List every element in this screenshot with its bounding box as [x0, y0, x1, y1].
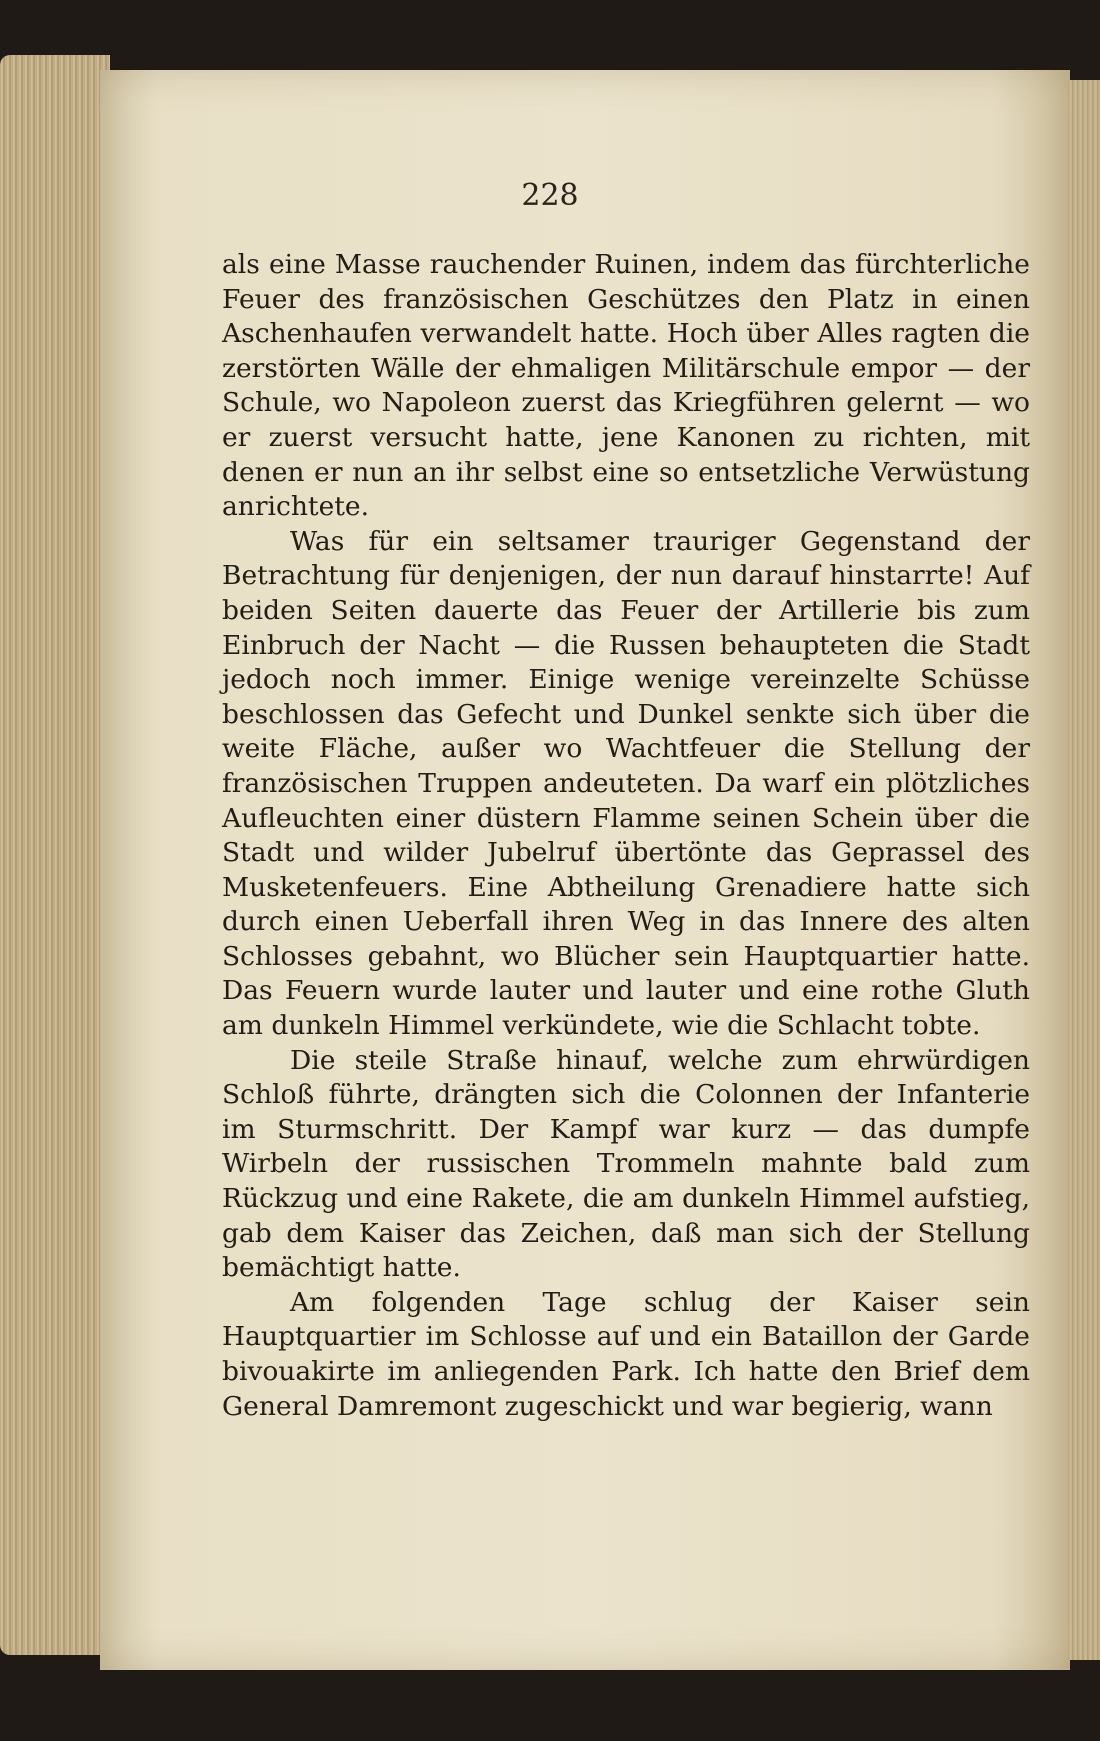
paragraph-4: Am folgenden Tage schlug der Kaiser sein Hauptquartier im Schlosse auf und ein Bataillon der Garde bivouakirte im anliegenden Park. Ich hatte den Brief dem General Damremont zugeschickt und war begierig, wann: [222, 1286, 1030, 1422]
paragraph-2: Was für ein seltsamer trauriger Gegenstand der Betrachtung für denjenigen, der nun darauf hinstarrte! Auf beiden Seiten dauerte das Feuer der Artillerie bis zum Einbruch der Nacht — die Russen behaupteten die Stadt jedoch noch immer. Einige wenige vereinzelte Schüsse beschlossen das Gefecht und Dunkel senkte sich über die weite Fläche, außer wo Wachtfeuer die Stellung der französischen Truppen andeuteten. Da warf ein plötzliches Aufleuchten einer düstern Flamme seinen Schein über die Stadt und wilder Jubelruf übertönte das Geprassel des Musketenfeuers. Eine Abtheilung Grenadiere hatte sich durch einen Ueberfall ihren Weg in das Innere des alten Schlosses gebahnt, wo Blücher sein Hauptquartier hatte. Das Feuern wurde lauter und lauter und eine rothe Gluth am dunkeln Himmel verkündete, wie die Schlacht tobte.: [222, 525, 1030, 1042]
page-number: 228: [521, 178, 579, 213]
page-stack-left: [0, 55, 110, 1655]
page-stack-right: [1068, 80, 1100, 1660]
paragraph-3: Die steile Straße hinauf, welche zum ehrwürdigen Schloß führte, drängten sich die Colonnen der Infanterie im Sturmschritt. Der Kampf war kurz — das dumpfe Wirbeln der russischen Trommeln mahnte bald zum Rückzug und eine Rakete, die am dunkeln Himmel aufstieg, gab dem Kaiser das Zeichen, daß man sich der Stellung bemächtigt hatte.: [222, 1044, 1030, 1284]
paragraph-1: als eine Masse rauchender Ruinen, indem das fürchterliche Feuer des französischen Geschützes den Platz in einen Aschenhaufen verwandelt hatte. Hoch über Alles ragten die zerstörten Wälle der ehmaligen Militärschule empor — der Schule, wo Napoleon zuerst das Kriegführen gelernt — wo er zuerst versucht hatte, jene Kanonen zu richten, mit denen er nun an ihr selbst eine so entsetzliche Verwüstung anrichtete.: [222, 249, 1030, 523]
page-text: [222, 248, 1030, 1424]
